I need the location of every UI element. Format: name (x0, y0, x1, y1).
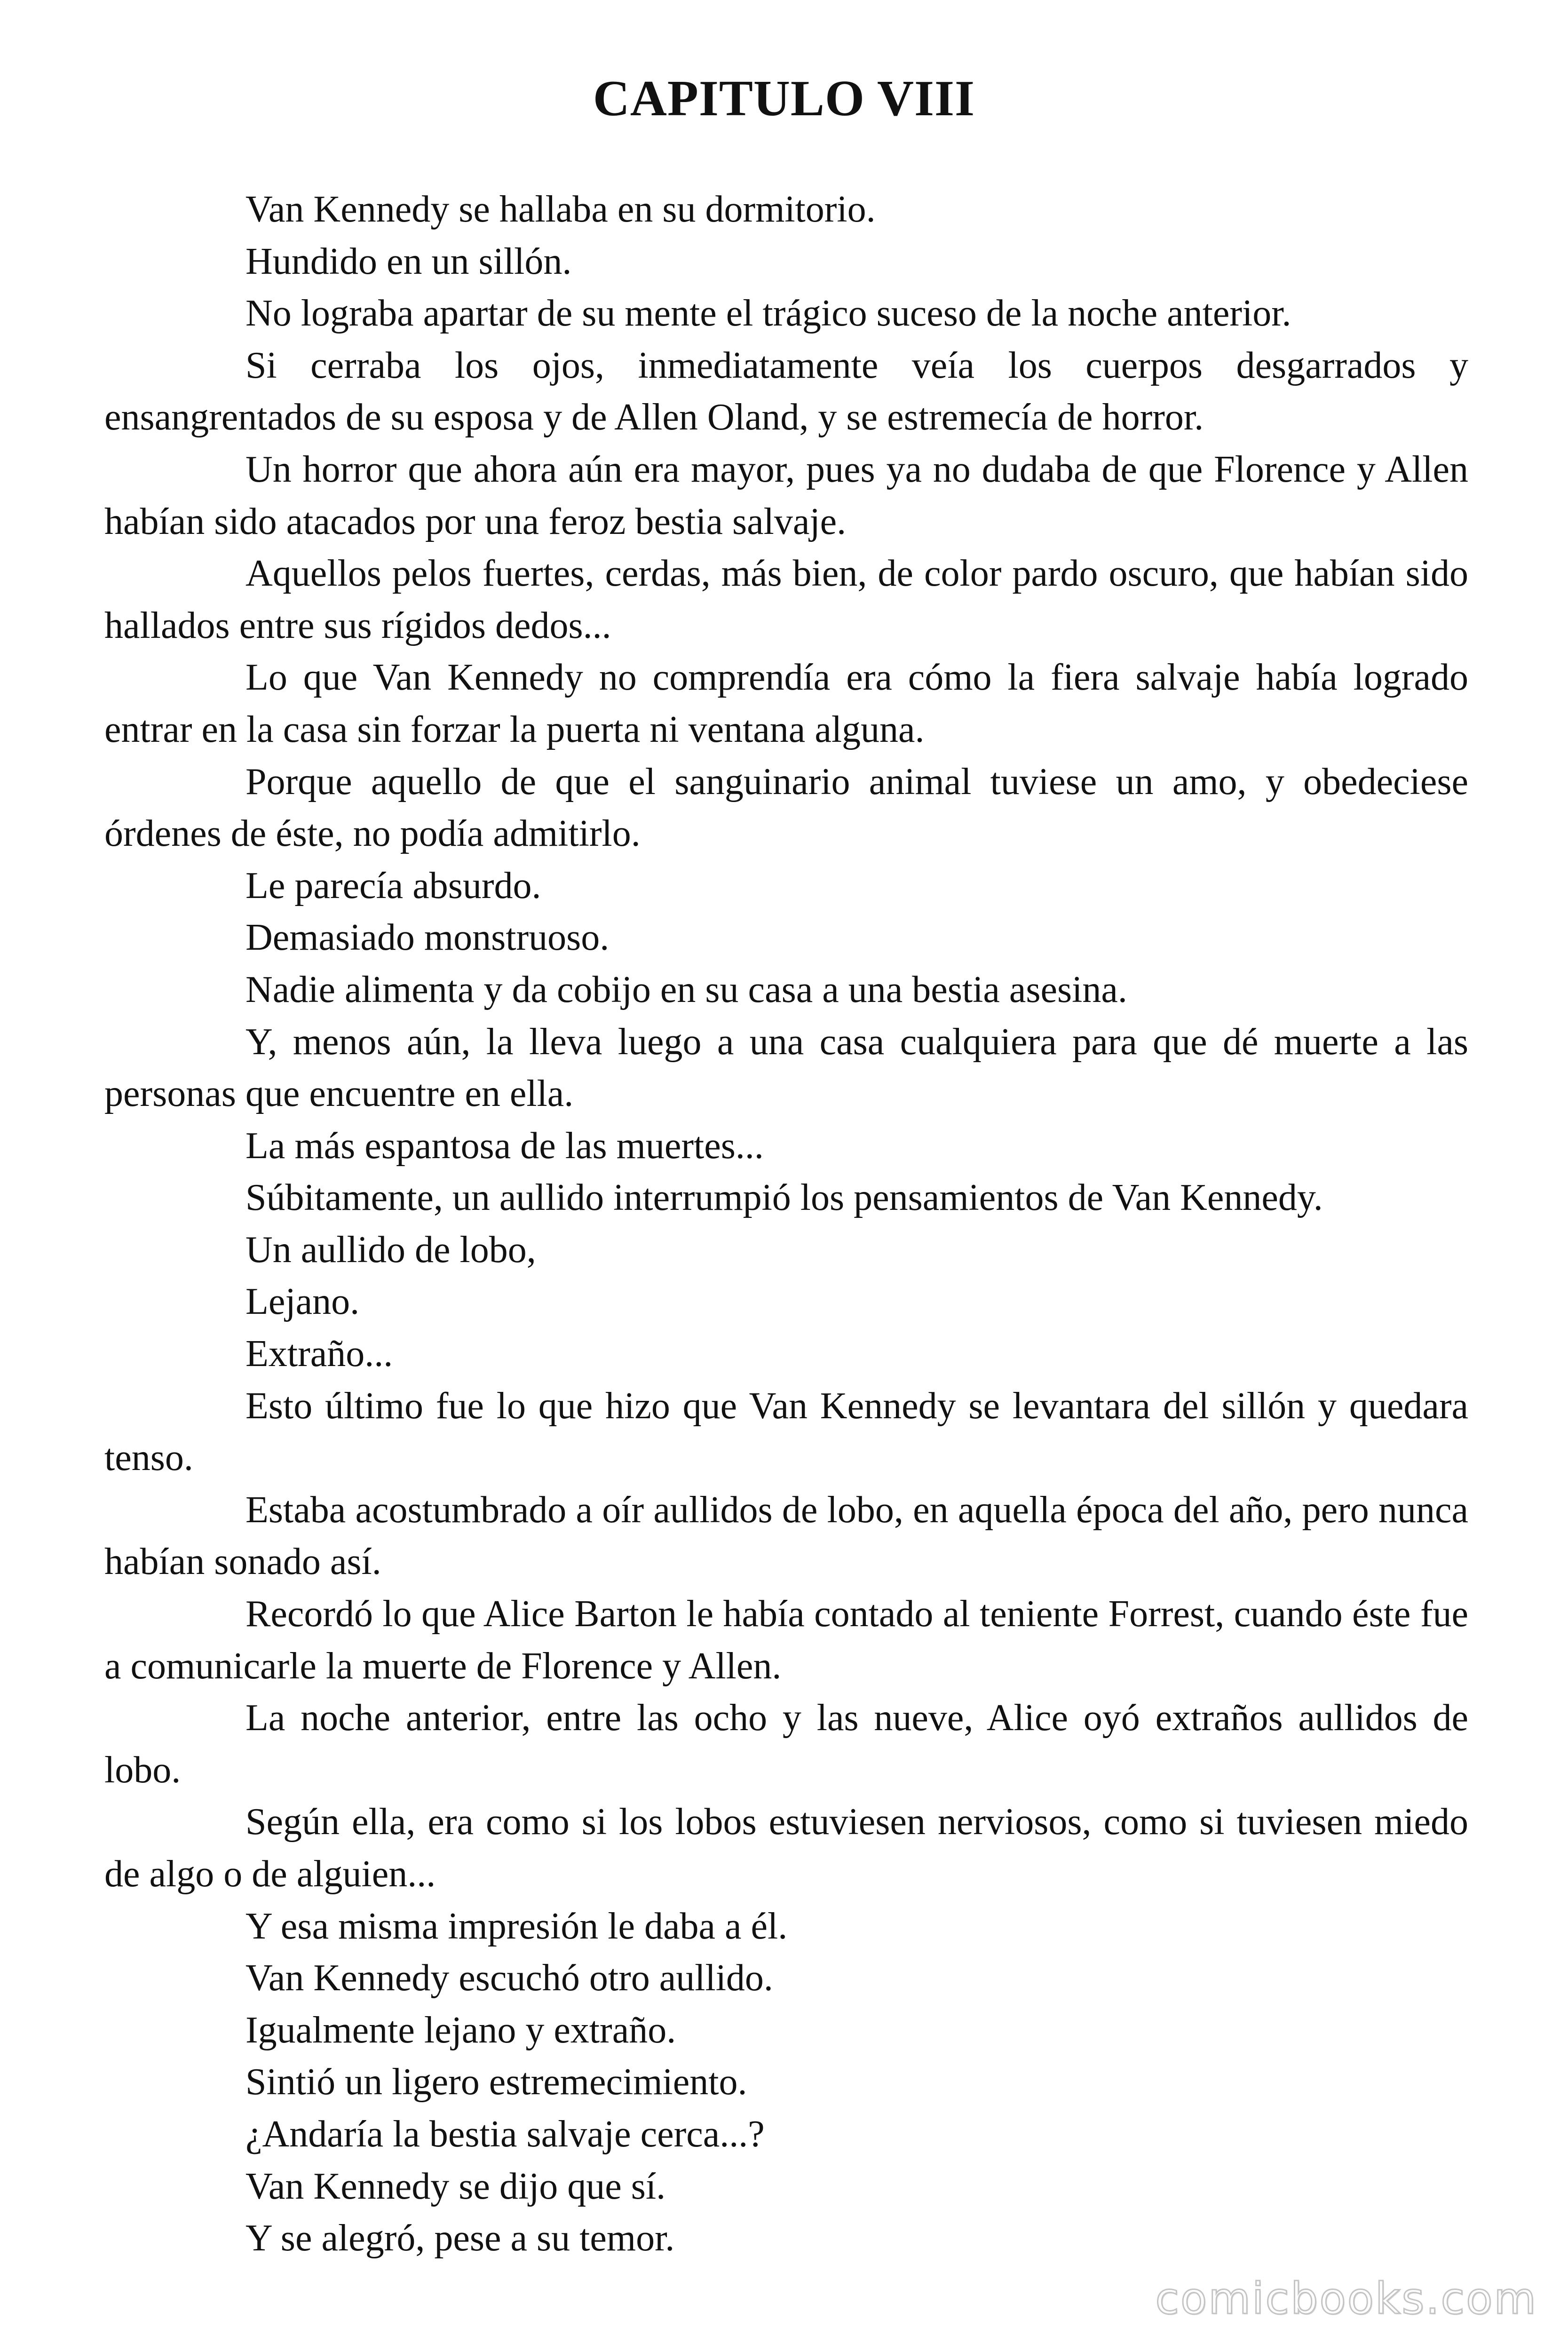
paragraph: Hundido en un sillón. (245, 240, 572, 282)
paragraph: Van Kennedy se hallaba en su dormitorio. (245, 189, 876, 230)
paragraph: Si cerraba los ojos, inmediatamente veía los cuerpos desgarrados y ensangrentados de su esposa y de Allen Oland, y se estremecía de horror. (104, 344, 1468, 438)
paragraph: Igualmente lejano y extraño. (245, 2009, 676, 2051)
paragraph: ¿Andaría la bestia salvaje cerca...? (245, 2113, 765, 2155)
paragraph: Según ella, era como si los lobos estuviesen nerviosos, como si tuviesen miedo de algo o de alguien... (104, 1801, 1468, 1895)
paragraph: Lo que Van Kennedy no comprendía era cómo la fiera salvaje había logrado entrar en la casa sin forzar la puerta ni ventana alguna. (104, 657, 1468, 750)
paragraph: Un aullido de lobo, (245, 1229, 536, 1271)
paragraph: Esto último fue lo que hizo que Van Kennedy se levantara del sillón y quedara tenso. (104, 1385, 1468, 1479)
paragraph: Recordó lo que Alice Barton le había contado al teniente Forrest, cuando éste fue a comunicarle la muerte de Florence y Allen. (104, 1593, 1468, 1687)
paragraph: La noche anterior, entre las ocho y las nueve, Alice oyó extraños aullidos de lobo. (104, 1697, 1468, 1791)
paragraph: Van Kennedy se dijo que sí. (245, 2165, 666, 2207)
paragraph: Porque aquello de que el sanguinario animal tuviese un amo, y obedeciese órdenes de éste, no podía admitirlo. (104, 761, 1468, 855)
paragraph: Y se alegró, pese a su temor. (245, 2217, 675, 2259)
paragraph: Van Kennedy escuchó otro aullido. (245, 1957, 773, 1999)
body-text (104, 183, 1468, 2265)
paragraph: Y, menos aún, la lleva luego a una casa cualquiera para que dé muerte a las personas que encuentre en ella. (104, 1021, 1468, 1115)
watermark: comicbooks.com (1155, 2273, 1537, 2324)
paragraph: No lograba apartar de su mente el trágico suceso de la noche anterior. (245, 293, 1291, 334)
paragraph: Y esa misma impresión le daba a él. (245, 1905, 788, 1947)
paragraph: Aquellos pelos fuertes, cerdas, más bien, de color pardo oscuro, que habían sido hallados entre sus rígidos dedos... (104, 553, 1468, 646)
paragraph: Estaba acostumbrado a oír aullidos de lobo, en aquella época del año, pero nunca habían sonado así. (104, 1489, 1468, 1583)
paragraph: Sintió un ligero estremecimiento. (245, 2061, 747, 2103)
paragraph: Nadie alimenta y da cobijo en su casa a una bestia asesina. (245, 969, 1127, 1010)
paragraph: Demasiado monstruoso. (245, 917, 610, 959)
paragraph: Le parecía absurdo. (245, 865, 541, 906)
chapter-title: CAPITULO VIII (593, 71, 975, 127)
paragraph: Súbitamente, un aullido interrumpió los pensamientos de Van Kennedy. (245, 1177, 1323, 1219)
paragraph: Un horror que ahora aún era mayor, pues ya no dudaba de que Florence y Allen habían sido atacados por una feroz bestia salvaje. (104, 448, 1468, 542)
paragraph: La más espantosa de las muertes... (245, 1125, 764, 1167)
paragraph: Lejano. (245, 1281, 360, 1323)
paragraph: Extraño... (245, 1333, 393, 1375)
